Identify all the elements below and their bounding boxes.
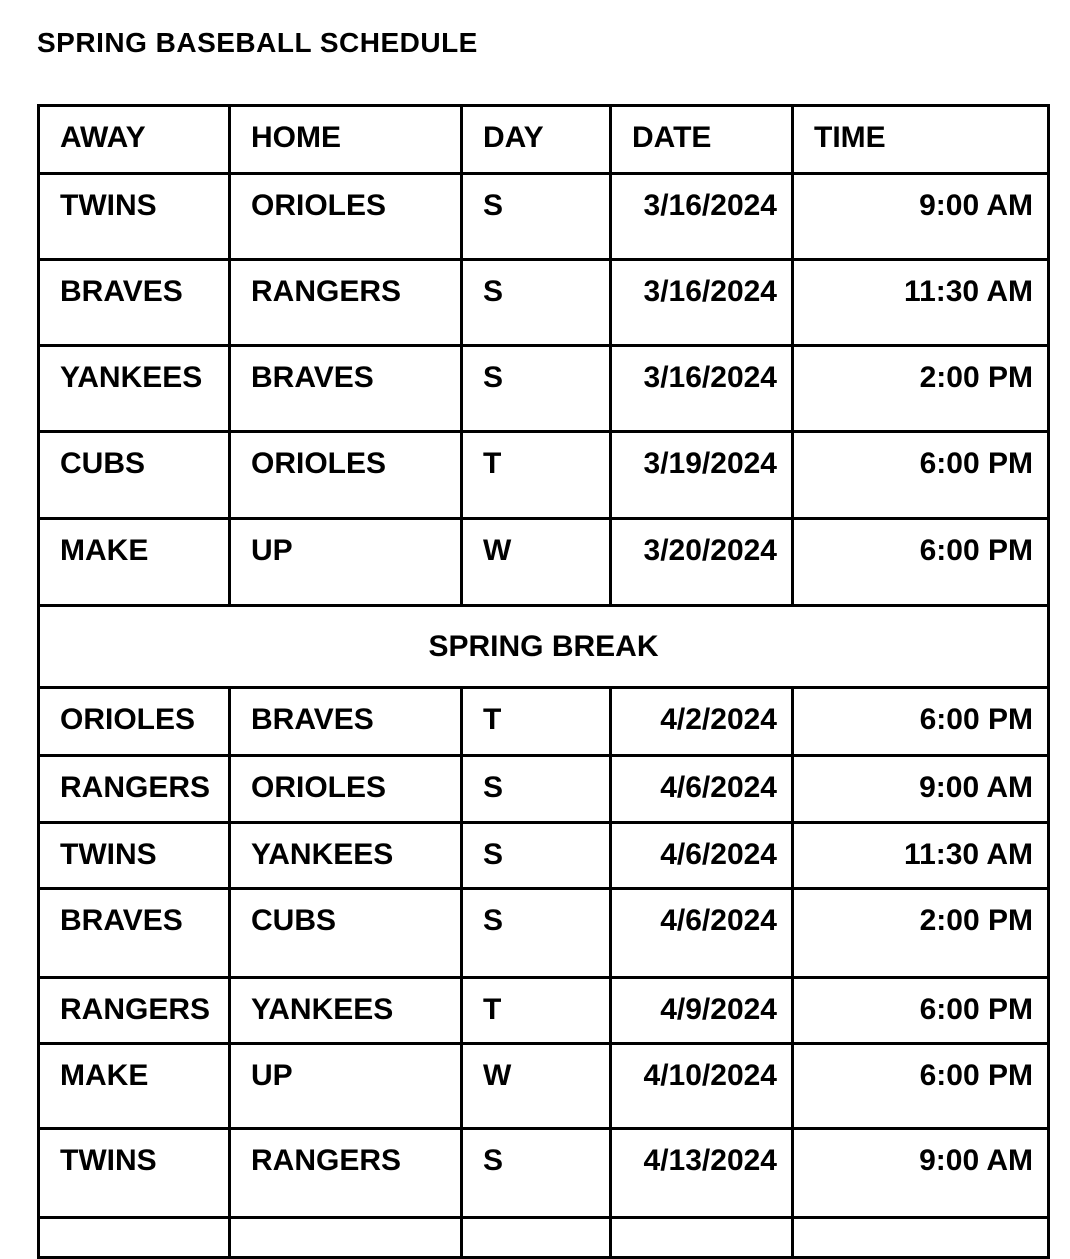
spring-break-label: SPRING BREAK (39, 606, 1049, 688)
time-cell: 9:00 AM (793, 1129, 1049, 1218)
day-cell: T (462, 978, 611, 1044)
away-cell: RANGERS (39, 756, 230, 823)
home-cell: BRAVES (230, 688, 462, 756)
date-cell: 3/16/2024 (611, 260, 793, 346)
schedule-row (39, 519, 1049, 606)
schedule-table (37, 104, 1050, 1259)
date-cell: 3/19/2024 (611, 432, 793, 519)
schedule-row (39, 1044, 1049, 1129)
time-cell (793, 1218, 1049, 1258)
spring-break-row (39, 606, 1049, 688)
home-cell: RANGERS (230, 1129, 462, 1218)
date-cell: 4/6/2024 (611, 756, 793, 823)
time-cell: 6:00 PM (793, 519, 1049, 606)
day-cell: S (462, 756, 611, 823)
away-cell: CUBS (39, 432, 230, 519)
time-cell: 11:30 AM (793, 260, 1049, 346)
date-cell: 4/9/2024 (611, 978, 793, 1044)
away-cell: TWINS (39, 1129, 230, 1218)
header-cell-day: DAY (462, 106, 611, 174)
home-cell: ORIOLES (230, 432, 462, 519)
day-cell: T (462, 432, 611, 519)
home-cell: UP (230, 519, 462, 606)
date-cell: 4/10/2024 (611, 1044, 793, 1129)
day-cell: T (462, 688, 611, 756)
date-cell: 4/6/2024 (611, 889, 793, 978)
date-cell: 3/16/2024 (611, 174, 793, 260)
home-cell: YANKEES (230, 823, 462, 889)
home-cell: RANGERS (230, 260, 462, 346)
home-cell: ORIOLES (230, 756, 462, 823)
away-cell: YANKEES (39, 346, 230, 432)
schedule-row (39, 978, 1049, 1044)
day-cell: S (462, 174, 611, 260)
time-cell: 9:00 AM (793, 174, 1049, 260)
away-cell: MAKE (39, 519, 230, 606)
away-cell: TWINS (39, 823, 230, 889)
away-cell: RANGERS (39, 978, 230, 1044)
home-cell: UP (230, 1044, 462, 1129)
time-cell: 6:00 PM (793, 1044, 1049, 1129)
away-cell: TWINS (39, 174, 230, 260)
header-cell-home: HOME (230, 106, 462, 174)
away-cell: BRAVES (39, 889, 230, 978)
home-cell: ORIOLES (230, 174, 462, 260)
day-cell: W (462, 519, 611, 606)
schedule-row-partial (39, 1218, 1049, 1258)
day-cell (462, 1218, 611, 1258)
time-cell: 11:30 AM (793, 823, 1049, 889)
day-cell: S (462, 1129, 611, 1218)
page-title: SPRING BASEBALL SCHEDULE (37, 27, 478, 58)
home-cell: BRAVES (230, 346, 462, 432)
header-row (39, 106, 1049, 174)
schedule-row (39, 823, 1049, 889)
schedule-row (39, 756, 1049, 823)
time-cell: 6:00 PM (793, 432, 1049, 519)
schedule-row (39, 889, 1049, 978)
day-cell: S (462, 346, 611, 432)
away-cell (39, 1218, 230, 1258)
schedule-row (39, 174, 1049, 260)
time-cell: 6:00 PM (793, 688, 1049, 756)
date-cell (611, 1218, 793, 1258)
day-cell: W (462, 1044, 611, 1129)
day-cell: S (462, 889, 611, 978)
home-cell: CUBS (230, 889, 462, 978)
home-cell: YANKEES (230, 978, 462, 1044)
date-cell: 4/2/2024 (611, 688, 793, 756)
header-cell-date: DATE (611, 106, 793, 174)
home-cell (230, 1218, 462, 1258)
schedule-row (39, 432, 1049, 519)
schedule-row (39, 260, 1049, 346)
away-cell: BRAVES (39, 260, 230, 346)
header-cell-time: TIME (793, 106, 1049, 174)
header-cell-away: AWAY (39, 106, 230, 174)
schedule-row (39, 1129, 1049, 1218)
time-cell: 6:00 PM (793, 978, 1049, 1044)
date-cell: 4/13/2024 (611, 1129, 793, 1218)
time-cell: 2:00 PM (793, 889, 1049, 978)
date-cell: 3/20/2024 (611, 519, 793, 606)
time-cell: 2:00 PM (793, 346, 1049, 432)
day-cell: S (462, 260, 611, 346)
away-cell: MAKE (39, 1044, 230, 1129)
time-cell: 9:00 AM (793, 756, 1049, 823)
schedule-row (39, 688, 1049, 756)
away-cell: ORIOLES (39, 688, 230, 756)
date-cell: 3/16/2024 (611, 346, 793, 432)
day-cell: S (462, 823, 611, 889)
schedule-row (39, 346, 1049, 432)
date-cell: 4/6/2024 (611, 823, 793, 889)
